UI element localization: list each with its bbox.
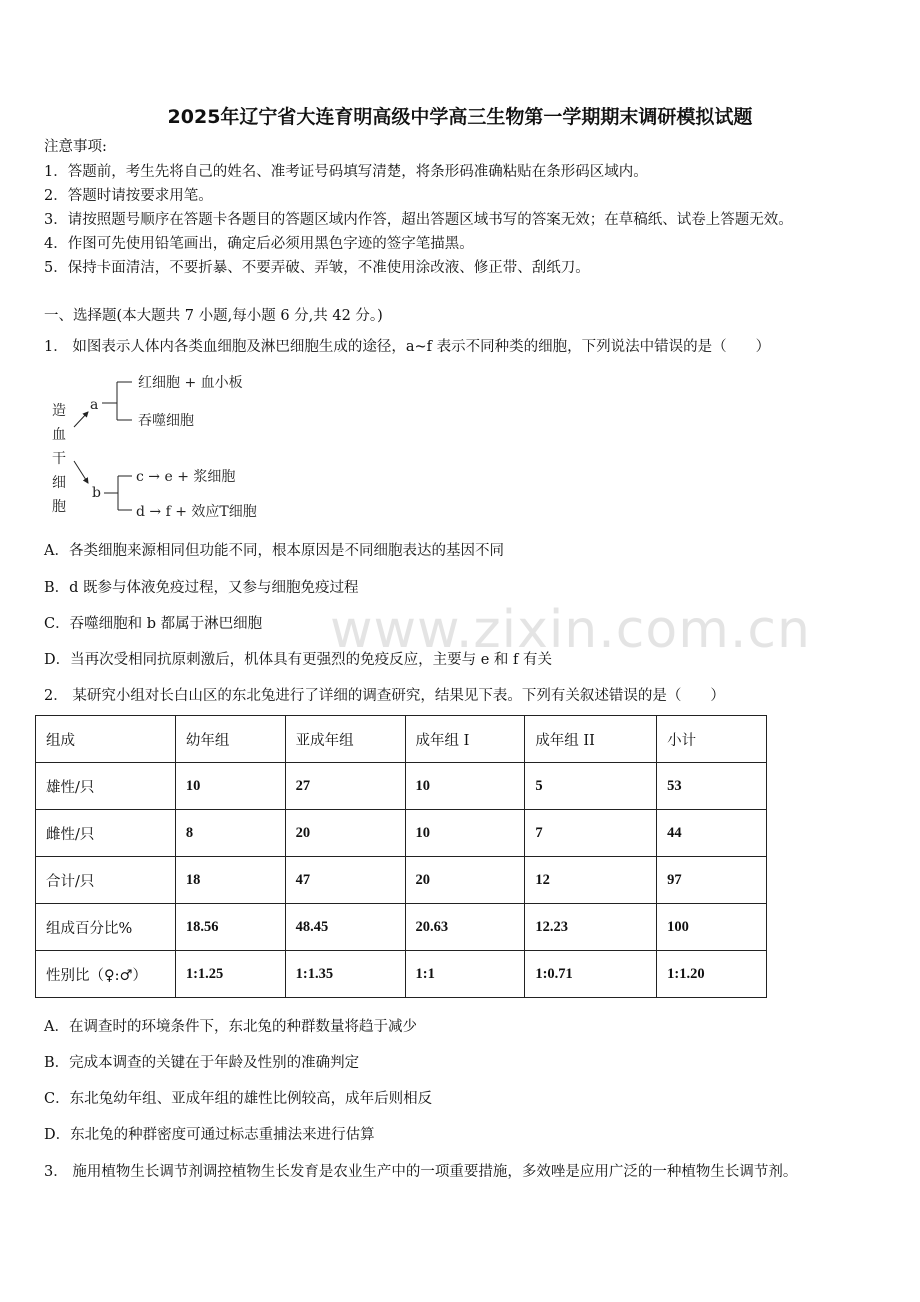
svg-text:胞: 胞 bbox=[52, 499, 66, 515]
table-cell: 合计/只 bbox=[36, 857, 176, 904]
label-b2: d → f + 效应T细胞 bbox=[136, 504, 257, 520]
table-cell: 20 bbox=[285, 810, 405, 857]
table-cell: 44 bbox=[657, 810, 767, 857]
table-cell: 幼年组 bbox=[175, 716, 285, 763]
table-cell: 成年组 I bbox=[405, 716, 525, 763]
table-row bbox=[36, 904, 767, 951]
svg-text:细: 细 bbox=[52, 475, 66, 491]
note-item: 1．答题前，考生先将自己的姓名、准考证号码填写清楚，将条形码准确粘贴在条形码区域内。 bbox=[44, 164, 648, 180]
table-cell: 组成百分比% bbox=[36, 904, 176, 951]
table-cell: 性别比（♀:♂） bbox=[36, 951, 176, 998]
label-a2: 吞噬细胞 bbox=[138, 413, 194, 429]
table-header-row bbox=[36, 716, 767, 763]
question-2-stem: 2． 某研究小组对长白山区的东北兔进行了详细的调查研究，结果见下表。下列有关叙述错误的是（ ） bbox=[44, 688, 725, 704]
table-cell: 10 bbox=[405, 763, 525, 810]
table-row bbox=[36, 810, 767, 857]
table-cell: 组成 bbox=[36, 716, 176, 763]
table-cell: 100 bbox=[657, 904, 767, 951]
table-cell: 成年组 II bbox=[525, 716, 657, 763]
section-heading: 一、选择题(本大题共 7 小题,每小题 6 分,共 42 分。) bbox=[44, 308, 383, 324]
table-cell: 12 bbox=[525, 857, 657, 904]
source-label bbox=[52, 402, 66, 515]
note-item: 5．保持卡面清洁，不要折暴、不要弄破、弄皱，不准使用涂改液、修正带、刮纸刀。 bbox=[44, 260, 590, 276]
table-cell: 53 bbox=[657, 763, 767, 810]
table-cell: 48.45 bbox=[285, 904, 405, 951]
svg-text:血: 血 bbox=[52, 427, 66, 443]
note-item: 2．答题时请按要求用笔。 bbox=[44, 188, 213, 204]
notes-heading: 注意事项: bbox=[44, 139, 107, 155]
table-cell: 雌性/只 bbox=[36, 810, 176, 857]
label-b: b bbox=[92, 485, 101, 501]
table-cell: 20.63 bbox=[405, 904, 525, 951]
question-1-stem: 1． 如图表示人体内各类血细胞及淋巴细胞生成的途径，a~f 表示不同种类的细胞，下列说法中错误的是（ ） bbox=[44, 339, 771, 355]
q1-option-a: A．各类细胞来源相同但功能不同，根本原因是不同细胞表达的基因不同 bbox=[44, 543, 504, 559]
table-cell: 10 bbox=[175, 763, 285, 810]
table-cell: 18.56 bbox=[175, 904, 285, 951]
table-cell: 亚成年组 bbox=[285, 716, 405, 763]
table-cell: 雄性/只 bbox=[36, 763, 176, 810]
table-cell: 1:1.20 bbox=[657, 951, 767, 998]
table-cell: 1:0.71 bbox=[525, 951, 657, 998]
q1-option-b: B．d 既参与体液免疫过程，又参与细胞免疫过程 bbox=[44, 580, 359, 596]
q2-option-b: B．完成本调查的关键在于年龄及性别的准确判定 bbox=[44, 1055, 360, 1071]
q2-option-d: D．东北兔的种群密度可通过标志重捕法来进行估算 bbox=[44, 1127, 375, 1143]
table-row bbox=[36, 857, 767, 904]
table-cell: 1:1.25 bbox=[175, 951, 285, 998]
table-cell: 47 bbox=[285, 857, 405, 904]
svg-text:干: 干 bbox=[52, 451, 66, 467]
table-cell: 18 bbox=[175, 857, 285, 904]
q2-option-c: C．东北兔幼年组、亚成年组的雄性比例较高，成年后则相反 bbox=[44, 1091, 433, 1107]
watermark: www.zixin.com.cn bbox=[330, 600, 811, 660]
table-cell: 27 bbox=[285, 763, 405, 810]
survey-table bbox=[35, 715, 767, 998]
table-cell: 97 bbox=[657, 857, 767, 904]
table-cell: 12.23 bbox=[525, 904, 657, 951]
table-cell: 5 bbox=[525, 763, 657, 810]
table-cell: 8 bbox=[175, 810, 285, 857]
question-3-stem: 3． 施用植物生长调节剂调控植物生长发育是农业生产中的一项重要措施，多效唑是应用广泛的一种植物生长调节剂。 bbox=[44, 1164, 798, 1180]
table-cell: 1:1 bbox=[405, 951, 525, 998]
svg-text:造: 造 bbox=[52, 403, 66, 419]
cell-lineage-diagram bbox=[40, 365, 280, 530]
label-a1: 红细胞 + 血小板 bbox=[138, 375, 243, 391]
table-cell: 10 bbox=[405, 810, 525, 857]
table-cell: 20 bbox=[405, 857, 525, 904]
label-b1: c → e + 浆细胞 bbox=[136, 469, 236, 485]
note-item: 4．作图可先使用铅笔画出，确定后必须用黑色字迹的签字笔描黑。 bbox=[44, 236, 474, 252]
table-row bbox=[36, 763, 767, 810]
table-cell: 小计 bbox=[657, 716, 767, 763]
table-cell: 7 bbox=[525, 810, 657, 857]
q1-option-d: D．当再次受相同抗原刺激后，机体具有更强烈的免疫反应，主要与 e 和 f 有关 bbox=[44, 652, 553, 668]
page-title: 2025年辽宁省大连育明高级中学高三生物第一学期期末调研模拟试题 bbox=[167, 106, 753, 128]
table-cell: 1:1.35 bbox=[285, 951, 405, 998]
q2-option-a: A．在调查时的环境条件下，东北兔的种群数量将趋于减少 bbox=[44, 1019, 417, 1035]
table-row bbox=[36, 951, 767, 998]
label-a: a bbox=[90, 397, 99, 413]
q1-option-c: C．吞噬细胞和 b 都属于淋巴细胞 bbox=[44, 616, 263, 632]
note-item: 3．请按照题号顺序在答题卡各题目的答题区域内作答，超出答题区域书写的答案无效；在草稿纸、试卷上答题无效。 bbox=[44, 212, 793, 228]
